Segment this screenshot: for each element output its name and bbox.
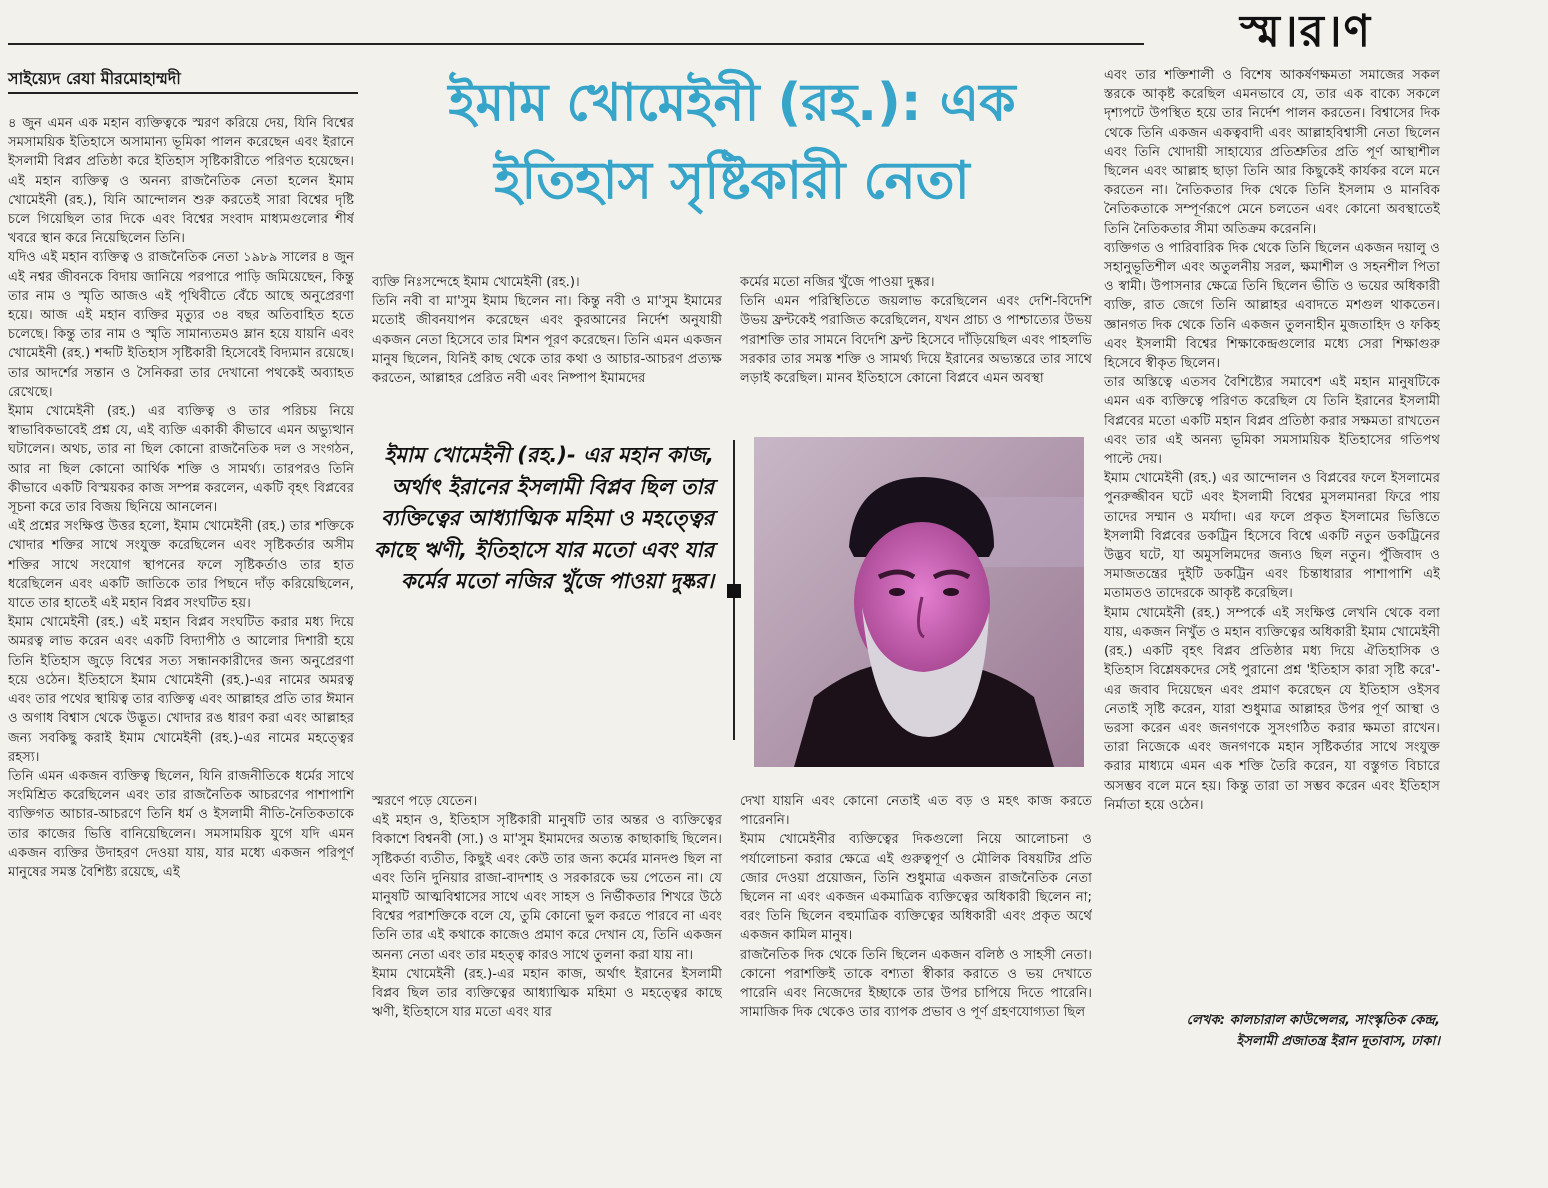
paragraph: কর্মের মতো নজির খুঁজে পাওয়া দুষ্কর। <box>740 275 935 290</box>
pull-quote: ইমাম খোমেইনী (রহ.)- এর মহান কাজ, অর্থাৎ ইরানের ইসলামী বিপ্লব ছিল তার ব্যক্তিত্বের আধ্যাত্মিক মহিমা ও মহত্ত্বের কাছে ঋণী, ইতিহাসে যার মতো এবং যার কর্মের মতো নজির খুঁজে পাওয়া দুষ্কর। <box>373 443 714 593</box>
paragraph: দেখা যায়নি এবং কোনো নেতাই এত বড় ও মহৎ কাজ করতে পারেননি। <box>740 794 1092 829</box>
paragraph: তিনি নবী বা মা'সুম ইমাম ছিলেন না। কিন্তু নবী ও মা'সুম ইমামের মতোই জীবনযাপন করেছেন এবং কুরআনের নির্দেশ অনুযায়ী একজন নেতা হিসেবে তার মিশন পূরণ করেছেন। তিনি এমন একজন মানুষ ছিলেন, যিনিই কাছ থেকে তার কথা ও আচার-আচরণ প্রত্যক্ষ করতেন, আল্লাহর প্রেরিত নবী এবং নিষ্পাপ ইমামদের <box>372 294 722 387</box>
paragraph: স্মরণে পড়ে যেতেন। <box>372 794 478 809</box>
portrait-illustration <box>754 437 1084 767</box>
paragraph: এবং তার শক্তিশালী ও বিশেষ আকর্ষণক্ষমতা সমাজের সকল স্তরকে আকৃষ্ট করেছিল এমনভাবে যে, তার এক বাক্যে সকলে দৃশ্যপটে উপস্থিত হয়ে তার নির্দেশ পালন করতেন। বিশ্বাসের দিক থেকে তিনি একজন একত্ববাদী এবং আল্লাহবিশ্বাসী নেতা ছিলেন এবং তিনি খোদায়ী সাহায্যের প্রতিশ্রুতির প্রতি পূর্ণ আস্থাশীল ছিলেন এবং আল্লাহ ছাড়া তিনি আর কিছুকেই কার্যকর বলে মনে করতেন না। নৈতিকতার দিক থেকে তিনি ইসলাম ও মানবিক নৈতিকতাকে সম্পূর্ণরূপে মেনে চলতেন এবং কোনো অবস্থাতেই তিনি নৈতিকতার সীমা অতিক্রম করেননি। <box>1104 68 1440 237</box>
pull-quote-marker <box>727 584 741 598</box>
headline-line-1: ইমাম খোমেইনী (রহ.): এক <box>448 73 1016 133</box>
column-4 <box>1104 66 1440 996</box>
paragraph: ইমাম খোমেইনী (রহ.) সম্পর্কে এই সংক্ষিপ্ত লেখনি থেকে বলা যায়, একজন নিখুঁত ও মহান ব্যক্তিত্বের অধিকারী ইমাম খোমেইনী (রহ.) একটি বৃহৎ বিপ্লব প্রতিষ্ঠার মধ্য দিয়ে ঐতিহাসিক ও ইতিহাস বিশ্লেষকদের সেই পুরানো প্রশ্ন 'ইতিহাস কারা সৃষ্টি করে'- এর জবাব দিয়েছেন এবং প্রমাণ করেছেন যে ইতিহাস ওইসব নেতাই সৃষ্টি করেন, যারা শুধুমাত্র আল্লাহর উপর পূর্ণ আস্থা ও ভরসা করেন এবং জনগণকে সুসংগঠিত করার ক্ষমতা রাখেন। তারা নিজেকে এবং জনগণকে মহান সৃষ্টিকর্তার সাথে সংযুক্ত করার মাধ্যমে এমন এক শক্তি তৈরি করেন, যা বস্তুগত বিচারে অসম্ভব বলে মনে হয়। কিন্তু তারা তা সম্ভব করেন এবং ইতিহাস নির্মাতা হয়ে ওঠেন। <box>1104 605 1440 813</box>
paragraph: ইমাম খোমেইনীর ব্যক্তিত্বের দিকগুলো নিয়ে আলোচনা ও পর্যালোচনা করার ক্ষেত্রে এই গুরুত্বপূর্ণ ও মৌলিক বিষয়টির প্রতি জোর দেওয়া প্রয়োজন, তিনি শুধুমাত্র একজন রাজনৈতিক নেতা ছিলেন না এবং একজন একমাত্রিক ব্যক্তিত্বের অধিকারী ছিলেন না; বরং তিনি ছিলেন বহুমাত্রিক ব্যক্তিত্বের অধিকারী এবং প্রকৃত অর্থে একজন কামিল মানুষ। <box>740 832 1092 944</box>
column-3-top <box>740 273 1092 425</box>
paragraph: ইমাম খোমেইনী (রহ.) এর আন্দোলন ও বিপ্লবের ফলে ইসলামের পুনরুজ্জীবন ঘটে এবং ইসলামী বিশ্বের মুসলমানরা ফিরে পায় তাদের সম্মান ও মর্যাদা। এর ফলে প্রকৃত ইসলামের ভিত্তিতে ইসলামী বিপ্লবের ডকট্রিন হিসেবে বিশ্বে একটি নতুন ডকট্রিনের উদ্ভব ঘটে, যা অমুসলিমদের জন্যও ছিল নতুন। পুঁজিবাদ ও সমাজতন্ত্রের দুইটি ডকট্রিন এবং চিন্তাধারার পাশাপাশি এই মতামতও তাদেরকে আকৃষ্ট করেছিল। <box>1104 471 1440 602</box>
paragraph: যদিও এই মহান ব্যক্তিত্ব ও রাজনৈতিক নেতা ১৯৮৯ সালের ৪ জুন এই নশ্বর জীবনকে বিদায় জানিয়ে পরপারে পাড়ি জমিয়েছেন, কিন্তু তার নাম ও স্মৃতি আজও এই পৃথিবীতে বেঁচে আছে অনুপ্রেরণা হয়ে। আজ এই মহান ব্যক্তির মৃত্যুর ৩৪ বছর অতিবাহিত হতে চলেছে। কিন্তু তার নাম ও স্মৃতি সামান্যতমও ম্লান হয়ে যায়নি এবং খোমেইনী (রহ.) শব্দটি ইতিহাস সৃষ্টিকারী হিসেবেই বিদ্যমান রয়েছে। তার আদর্শের সন্তান ও সৈনিকরা তার দেখানো পথকেই অব্যাহত রেখেছে। <box>8 250 354 400</box>
paragraph: এই প্রশ্নের সংক্ষিপ্ত উত্তর হলো, ইমাম খোমেইনী (রহ.) তার শক্তিকে খোদার শক্তির সাথে সংযুক্ত করেছিলেন এবং সৃষ্টিকর্তার অসীম শক্তির সাথে সংযোগ স্থাপনের ফলে সৃষ্টিকর্তাও তার হাত ধরেছিলেন এবং একটি জাতিকে তার পিছনে দাঁড় করিয়েছিলেন, যাতে তার হাতেই এই মহান বিপ্লব সংঘটিত হয়। <box>8 519 354 612</box>
top-rule <box>8 43 1144 45</box>
section-title: স্ম।র।ণ <box>1240 6 1373 57</box>
headline-line-2: ইতিহাস সৃষ্টিকারী নেতা <box>494 151 970 211</box>
byline-rule <box>8 92 358 94</box>
author-credit-line-2: ইসলামী প্রজাতন্ত্র ইরান দূতাবাস, ঢাকা। <box>1236 1034 1440 1049</box>
paragraph: তার অস্তিত্বে এতসব বৈশিষ্ট্যের সমাবেশ এই মহান মানুষটিকে এমন এক ব্যক্তিত্বে পরিণত করেছিল যে তিনি ইরানের ইসলামী বিপ্লবের মতো একটি মহান বিপ্লব প্রতিষ্ঠা করার সক্ষমতা রাখতেন এবং তার এই অনন্য ভূমিকা সমসাময়িক ইতিহাসের গতিপথ পাল্টে দেয়। <box>1104 375 1440 468</box>
paragraph: এই মহান ও, ইতিহাস সৃষ্টিকারী মানুষটি তার অন্তর ও ব্যক্তিত্বের বিকাশে বিশ্বনবী (সা.) ও মা'সুম ইমামদের অত্যন্ত কাছাকাছি ছিলেন। সৃষ্টিকর্তা ব্যতীত, কিছুই এবং কেউ তার জন্য কর্মের মানদণ্ড ছিল না এবং তিনি দুনিয়ার রাজা-বাদশাহ ও সরকারকে ভয় পেতেন না। যে মানুষটি আত্মবিশ্বাসের সাথে এবং সাহস ও নির্ভীকতার শিখরে উঠে বিশ্বের পরাশক্তিকে বলে যে, তুমি কোনো ভুল করতে পারবে না এবং তিনি তার এই কথাকে কাজেও প্রমাণ করে দেখান যে, তিনি একজন অনন্য নেতা এবং তার মহত্ত্ব কারও সাথে তুলনা করা যায় না। <box>372 813 722 963</box>
portrait-photo <box>754 437 1084 767</box>
paragraph: ৪ জুন এমন এক মহান ব্যক্তিত্বকে স্মরণ করিয়ে দেয়, যিনি বিশ্বের সমসাময়িক ইতিহাসে অসামান্য ভূমিকা পালন করেছেন এবং ইরানে ইসলামী বিপ্লব প্রতিষ্ঠা করে ইতিহাস সৃষ্টিকারীতে পরিণত হয়েছেন। এই মহান ব্যক্তিত্ব ও অনন্য রাজনৈতিক নেতা হলেন ইমাম খোমেইনী (রহ.), যিনি আন্দোলন শুরু করতেই সারা বিশ্বের দৃষ্টি চলে গিয়েছিল তার দিকে এবং বিশ্বের সংবাদ মাধ্যমগুলোর শীর্ষ খবরে স্থান করে নিয়েছিলেন তিনি। <box>8 116 354 247</box>
author-credit <box>1104 1010 1440 1054</box>
paragraph: রাজনৈতিক দিক থেকে তিনি ছিলেন একজন বলিষ্ঠ ও সাহসী নেতা। কোনো পরাশক্তিই তাকে বশ্যতা স্বীকার করাতে ও ভয় দেখাতে পারেনি এবং নিজেদের ইচ্ছাকে তার উপর চাপিয়ে দিতে পারেনি। সামাজিক দিক থেকেও তার ব্যাপক প্রভাব ও পূর্ণ গ্রহণযোগ্যতা ছিল <box>740 947 1092 1021</box>
paragraph: ইমাম খোমেইনী (রহ.)-এর মহান কাজ, অর্থাৎ ইরানের ইসলামী বিপ্লব ছিল তার ব্যক্তিত্বের আধ্যাত্মিক মহিমা ও মহত্ত্বের কাছে ঋণী, ইতিহাসে যার মতো এবং যার <box>372 966 722 1021</box>
paragraph: ব্যক্তিগত ও পারিবারিক দিক থেকে তিনি ছিলেন একজন দয়ালু ও সহানুভূতিশীল এবং অতুলনীয় সরল, ক্ষমাশীল ও সহনশীল পিতা ও স্বামী। উপাসনার ক্ষেত্রে তিনি ছিলেন ভীতি ও ভয়ের অধিকারী ব্যক্তি, রাত জেগে তিনি আল্লাহর এবাদতে মশগুল থাকতেন। জ্ঞানগত দিক থেকে তিনি একজন তুলনাহীন মুজতাহিদ ও ফকিহ এবং ইসলামী বিশ্বের শিক্ষাকেন্দ্রগুলোর মধ্যে সেরা শিক্ষাগুরু হিসেবে স্বীকৃত ছিলেন। <box>1104 240 1440 372</box>
paragraph: ইমাম খোমেইনী (রহ.) এর ব্যক্তিত্ব ও তার পরিচয় নিয়ে স্বাভাবিকভাবেই প্রশ্ন যে, এই ব্যক্তি একাকী কীভাবে এমন অভ্যুত্থান ঘটালেন। অথচ, তার না ছিল কোনো রাজনৈতিক দল ও সংগঠন, আর না ছিল কোনো আর্থিক শক্তি ও সামর্থ্য। তারপরও তিনি কীভাবে একটি বিস্ময়কর কাজ সম্পন্ন করলেন, একটি বৃহৎ বিপ্লবের সূচনা করে তার বিজয় ছিনিয়ে আনলেন। <box>8 404 354 516</box>
headline <box>372 64 1092 234</box>
paragraph: ব্যক্তি নিঃসন্দেহে ইমাম খোমেইনী (রহ.)। <box>372 275 580 290</box>
column-1 <box>8 114 354 1054</box>
paragraph: তিনি এমন একজন ব্যক্তিত্ব ছিলেন, যিনি রাজনীতিকে ধর্মের সাথে সংমিশ্রিত করেছিলেন এবং তার রাজনৈতিক আচরণের পাশাপাশি ব্যক্তিগত আচার-আচরণে তিনি ধর্ম ও ইসলামী নীতি-নৈতিকতাকে তার কাজের ভিত্তি বানিয়েছিলেন। সমসাময়িক যুগে যদি এমন একজন ব্যক্তির উদাহরণ দেওয়া যায়, যার মধ্যে একজন পরিপূর্ণ মানুষের সমস্ত বৈশিষ্ট্য রয়েছে, এই <box>8 768 354 880</box>
author-credit-line-1: লেখক: কালচারাল কাউন্সেলর, সাংস্কৃতিক কেন্দ্র, <box>1186 1013 1440 1028</box>
column-2-bottom <box>372 792 722 1062</box>
column-2-top <box>372 273 722 417</box>
column-3-bottom <box>740 792 1092 1062</box>
paragraph: ইমাম খোমেইনী (রহ.) এই মহান বিপ্লব সংঘটিত করার মধ্য দিয়ে অমরত্ব লাভ করেন এবং একটি বিদ্যাপীঠ ও আলোর দিশারী হয়ে তিনি ইতিহাস জুড়ে বিশ্বের সত্য সন্ধানকারীদের জন্য অনুপ্রেরণা হয়ে ওঠেন। ইতিহাসে ইমাম খোমেইনী (রহ.)-এর নামের অমরত্ব এবং তার পথের স্থায়িত্ব তার ব্যক্তিত্ব এবং আল্লাহর প্রতি তার ঈমান ও অগাধ বিশ্বাস থেকে উদ্ভূত। খোদার রঙ ধারণ করা এবং আল্লাহর জন্য সবকিছু করাই ইমাম খোমেইনী (রহ.)-এর নামের মহত্ত্বের রহস্য। <box>8 615 354 765</box>
byline: সাইয়্যেদ রেযা মীরমোহাম্মদী <box>8 69 181 88</box>
paragraph: তিনি এমন পরিস্থিতিতে জয়লাভ করেছিলেন এবং দেশি-বিদেশি উভয় ফ্রন্টকেই পরাজিত করেছিলেন, যখন প্রাচ্য ও পাশ্চাত্যের উভয় পরাশক্তি তার সামনে বিদেশি ফ্রন্ট হিসেবে দাঁড়িয়েছিল এবং পাহলভি সরকার তার সমস্ত শক্তি ও সামর্থ্য দিয়ে ইরানের অভ্যন্তরে তার সাথে লড়াই করেছিল। মানব ইতিহাসে কোনো বিপ্লবে এমন অবস্থা <box>740 294 1092 387</box>
